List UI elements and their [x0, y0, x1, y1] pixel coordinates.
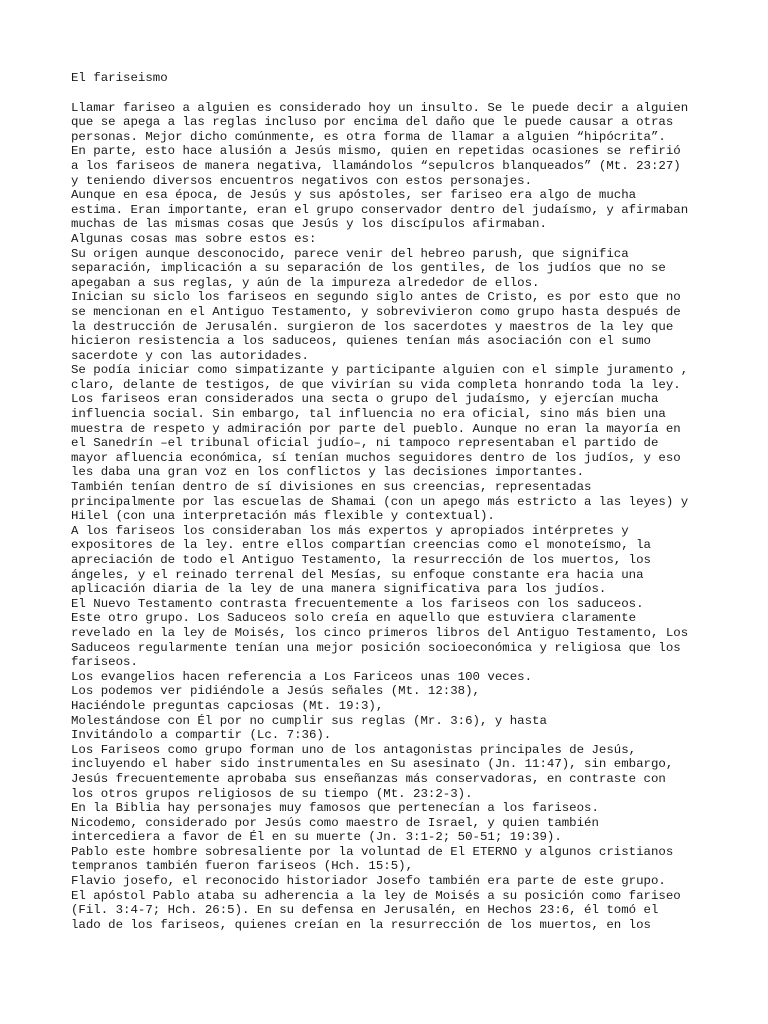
text-line: En parte, esto hace alusión a Jesús mismo, quien en repetidas ocasiones se refirió: [71, 144, 681, 159]
text-line: Este otro grupo. Los Saduceos solo creía en aquello que estuviera claramente: [71, 611, 637, 626]
text-line: El apóstol Pablo ataba su adherencia a la ley de Moisés a su posición como fariseo: [71, 888, 681, 903]
text-line: El Nuevo Testamento contrasta frecuentemente a los fariseos con los saduceos.: [71, 596, 644, 611]
text-line: Flavio josefo, el reconocido historiador Josefo también era parte de este grupo.: [71, 874, 666, 889]
text-line: incluyendo el haber sido instrumentales en Su asesinato (Jn. 11:47), sin embargo,: [71, 757, 674, 772]
document-body: [71, 101, 751, 933]
text-line: Saduceos regularmente tenían una mejor posición socioeconómica y religiosa que los: [71, 640, 681, 655]
text-line: y teniendo diversos encuentros negativos con estos personajes.: [71, 173, 533, 188]
text-line: Los evangelios hacen referencia a Los Fariceos unas 100 veces.: [71, 669, 533, 684]
text-line: apreciación de todo el Antiguo Testamento, la resurrección de los muertos, los: [71, 553, 651, 567]
text-line: Molestándose con Él por no cumplir sus reglas (Mr. 3:6), y hasta: [71, 713, 547, 728]
text-line: Algunas cosas mas sobre estos es:: [71, 231, 317, 246]
text-line: separación, implicación a su separación de los gentiles, de los judíos que no se: [71, 261, 666, 276]
text-line: Los Fariseos como grupo forman uno de los antagonistas principales de Jesús,: [71, 742, 637, 757]
text-line: Llamar fariseo a alguien es considerado hoy un insulto. Se le puede decir a alguien: [71, 100, 689, 115]
text-line: También tenían dentro de sí divisiones en sus creencias, representadas: [71, 480, 592, 495]
text-line: revelado en la ley de Moisés, los cinco primeros libros del Antiguo Testamento, Los: [71, 625, 689, 640]
text-line: Los fariseos eran considerados una secta o grupo del judaísmo, y ejercían mucha: [71, 392, 659, 407]
text-line: Pablo este hombre sobresaliente por la voluntad de El ETERNO y algunos cristianos: [71, 844, 674, 859]
text-line: Inician su siclo los fariseos en segundo siglo antes de Cristo, es por esto que no: [71, 290, 681, 305]
text-line: les daba una gran voz en los conflictos y las decisiones importantes.: [71, 465, 585, 480]
text-line: Los podemos ver pidiéndole a Jesús señales (Mt. 12:38),: [71, 684, 480, 699]
text-line: Aunque en esa época, de Jesús y sus apóstoles, ser fariseo era algo de mucha: [71, 188, 637, 203]
text-line: En la Biblia hay personajes muy famosos que pertenecían a los fariseos.: [71, 801, 599, 816]
text-line: claro, delante de testigos, de que vivirían su vida completa honrando toda la ley.: [71, 377, 681, 392]
text-line: muchas de las mismas cosas que Jesús y los discípulos afirmaban.: [71, 217, 547, 232]
text-line: personas. Mejor dicho comúnmente, es otra forma de llamar a alguien “hipócrita”.: [71, 129, 666, 144]
document-page: [71, 71, 751, 932]
text-line: a los fariseos de manera negativa, llamándolos “sepulcros blanqueados” (Mt. 23:27): [71, 158, 681, 173]
text-line: fariseos.: [71, 655, 138, 670]
text-line: tempranos también fueron fariseos (Hch. 15:5),: [71, 859, 414, 874]
text-line: ángeles, y el reinado terrenal del Mesías, su enfoque constante era hacia una: [71, 567, 644, 582]
document-title: El fariseismo: [71, 71, 168, 85]
text-line: lado de los fariseos, quienes creían en la resurrección de los muertos, en los: [71, 917, 651, 932]
text-line: Jesús frecuentemente aprobaba sus enseñanzas más conservadoras, en contraste con: [71, 771, 666, 786]
text-line: el Sanedrín –el tribunal oficial judío–, ni tampoco representaban el partido de: [71, 436, 659, 451]
text-line: Se podía iniciar como simpatizante y participante alguien con el simple juramento ,: [71, 363, 689, 378]
text-line: Su origen aunque desconocido, parece venir del hebreo parush, que significa: [71, 246, 629, 261]
text-line: muestra de respeto y admiración por parte del pueblo. Aunque no eran la mayoría en: [71, 421, 681, 436]
text-line: estima. Eran importante, eran el grupo conservador dentro del judaísmo, y afirmaban: [71, 202, 689, 217]
text-line: influencia social. Sin embargo, tal influencia no era oficial, sino más bien una: [71, 407, 666, 422]
text-line: hicieron resistencia a los saduceos, quienes tenían más asociación con el sumo: [71, 334, 651, 349]
text-line: expositores de la ley. entre ellos compartían creencias como el monoteísmo, la: [71, 538, 651, 553]
text-line: la destrucción de Jerusalén. surgieron de los sacerdotes y maestros de la ley que: [71, 319, 674, 334]
text-line: sacerdote y con las autoridades.: [71, 348, 309, 363]
text-line: Nicodemo, considerado por Jesús como maestro de Israel, y quien también: [71, 815, 599, 830]
text-line: aplicación diaria de la ley de una manera significativa para los judíos.: [71, 582, 607, 597]
text-line: apegaban a sus reglas, y aún de la impureza alrededor de ellos.: [71, 275, 540, 290]
text-line: que se apega a las reglas incluso por encima del daño que le puede causar a otras: [71, 115, 674, 130]
text-line: principalmente por las escuelas de Shamai (con un apego más estricto a las leyes) y: [71, 494, 689, 509]
text-line: mayor afluencia económica, sí tenían muchos seguidores dentro de los judíos, y eso: [71, 450, 681, 465]
text-line: Invitándolo a compartir (Lc. 7:36).: [71, 728, 332, 743]
text-line: Hilel (con una interpretación más flexible y contextual).: [71, 509, 495, 524]
text-line: (Fil. 3:4-7; Hch. 26:5). En su defensa en Jerusalén, en Hechos 23:6, él tomó el: [71, 903, 659, 918]
text-line: se mencionan en el Antiguo Testamento, y sobrevivieron como grupo hasta después de: [71, 304, 681, 319]
text-line: Haciéndole preguntas capciosas (Mt. 19:3),: [71, 698, 384, 713]
text-line: los otros grupos religiosos de su tiempo (Mt. 23:2-3).: [71, 786, 473, 801]
text-line: A los fariseos los consideraban los más expertos y apropiados intérpretes y: [71, 523, 629, 538]
text-line: intercediera a favor de Él en su muerte (Jn. 3:1-2; 50-51; 19:39).: [71, 830, 562, 845]
